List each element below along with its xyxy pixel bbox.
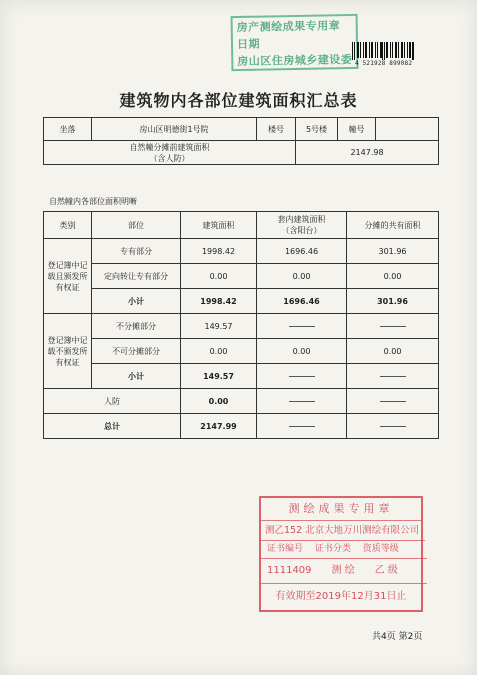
table-row: [44, 264, 439, 289]
page-number: 共4页 第2页: [372, 632, 423, 642]
row-area: 149.57: [181, 364, 257, 389]
row-shared: 301.96: [347, 289, 439, 314]
location-value: 房山区明德街1号院: [92, 118, 257, 141]
row-part: 专有部分: [92, 239, 181, 264]
row-shared-empty: [347, 414, 439, 439]
header-shared-area: 分摊的共有面积: [347, 212, 439, 239]
table-row: [44, 389, 439, 414]
building-value: 5号楼: [296, 118, 338, 141]
barcode-number: 4 521928 899082: [355, 60, 413, 67]
stamp-cert-headers: 证书编号 证书分类 资质等级: [261, 541, 427, 559]
header-inner-area: [257, 212, 347, 239]
registration-stamp-line1: 房产测绘成果专用章: [236, 19, 341, 35]
row-part: 定向转让专有部分: [92, 264, 181, 289]
dash-line: [289, 326, 315, 327]
group2-label: 登记簿中记载不颁发所有权证: [44, 314, 92, 389]
row-shared-empty: [347, 364, 439, 389]
area-label-line2: （含人防）: [149, 153, 190, 163]
header-inner-line1: 套内建筑面积: [277, 215, 326, 224]
dash-line: [289, 426, 315, 427]
table-row: [44, 339, 439, 364]
table-row: [44, 289, 439, 314]
table-row: [44, 314, 439, 339]
row-inner-empty: [257, 389, 347, 414]
row-area: 0.00: [181, 339, 257, 364]
row-area: 0.00: [181, 264, 257, 289]
survey-result-stamp: [259, 496, 423, 612]
row-area: 1998.42: [181, 289, 257, 314]
table-row: [44, 414, 439, 439]
header-category: 类别: [44, 212, 92, 239]
row-inner: 0.00: [257, 339, 347, 364]
row-shared-empty: [347, 314, 439, 339]
registration-stamp: [231, 14, 359, 71]
summary-table: [43, 117, 439, 165]
header-area: 建筑面积: [181, 212, 257, 239]
dash-line: [289, 376, 315, 377]
unit-label: 幢号: [338, 118, 376, 141]
dash-line: [380, 326, 406, 327]
header-part: 部位: [92, 212, 181, 239]
document-title: 建筑物内各部位建筑面积汇总表: [119, 91, 358, 110]
row-area: 149.57: [181, 314, 257, 339]
building-label: 楼号: [257, 118, 296, 141]
row-inner: 1696.46: [257, 239, 347, 264]
total-label: 总计: [44, 414, 181, 439]
stamp-company: 测乙152 北京大地万川测绘有限公司: [261, 521, 425, 541]
dash-line: [380, 426, 406, 427]
dash-line: [289, 401, 315, 402]
row-part: 不分摊部分: [92, 314, 181, 339]
header-inner-line2: （含阳台）: [281, 226, 322, 235]
dash-line: [380, 401, 406, 402]
stamp-title: 测绘成果专用章: [261, 498, 421, 521]
total-area: 2147.99: [181, 414, 257, 439]
civil-defense-area: 0.00: [181, 389, 257, 414]
row-inner: 0.00: [257, 264, 347, 289]
row-inner: 1696.46: [257, 289, 347, 314]
stamp-validity: 有效期至2019年12月31日止: [275, 591, 407, 602]
table-row: [44, 239, 439, 264]
row-part: 不可分摊部分: [92, 339, 181, 364]
civil-defense-label: 人防: [44, 389, 181, 414]
row-shared-empty: [347, 389, 439, 414]
row-inner-empty: [257, 314, 347, 339]
detail-table: [43, 211, 439, 439]
registration-stamp-line2: 日期: [236, 37, 261, 52]
location-label: 坐落: [44, 118, 92, 141]
row-inner-empty: [257, 414, 347, 439]
group1-label: 登记簿中记载且颁发所有权证: [44, 239, 92, 314]
row-shared: 0.00: [347, 339, 439, 364]
row-area: 1998.42: [181, 239, 257, 264]
unit-value: [376, 118, 439, 141]
area-value: 2147.98: [296, 141, 439, 165]
row-shared: 0.00: [347, 264, 439, 289]
row-part: 小计: [92, 364, 181, 389]
stamp-cert-values: 1111409 测 绘 乙 级: [261, 559, 427, 584]
area-label: [44, 141, 296, 165]
registration-stamp-line3: 房山区住房城乡建设委: [237, 52, 353, 68]
row-part: 小计: [92, 289, 181, 314]
barcode-image: [352, 42, 414, 60]
area-label-line1: 自然幢分摊前建筑面积: [129, 142, 210, 152]
section-label: 自然幢内各部位面积明晰: [49, 197, 137, 206]
table-row: [44, 364, 439, 389]
row-shared: 301.96: [347, 239, 439, 264]
row-inner-empty: [257, 364, 347, 389]
dash-line: [380, 376, 406, 377]
